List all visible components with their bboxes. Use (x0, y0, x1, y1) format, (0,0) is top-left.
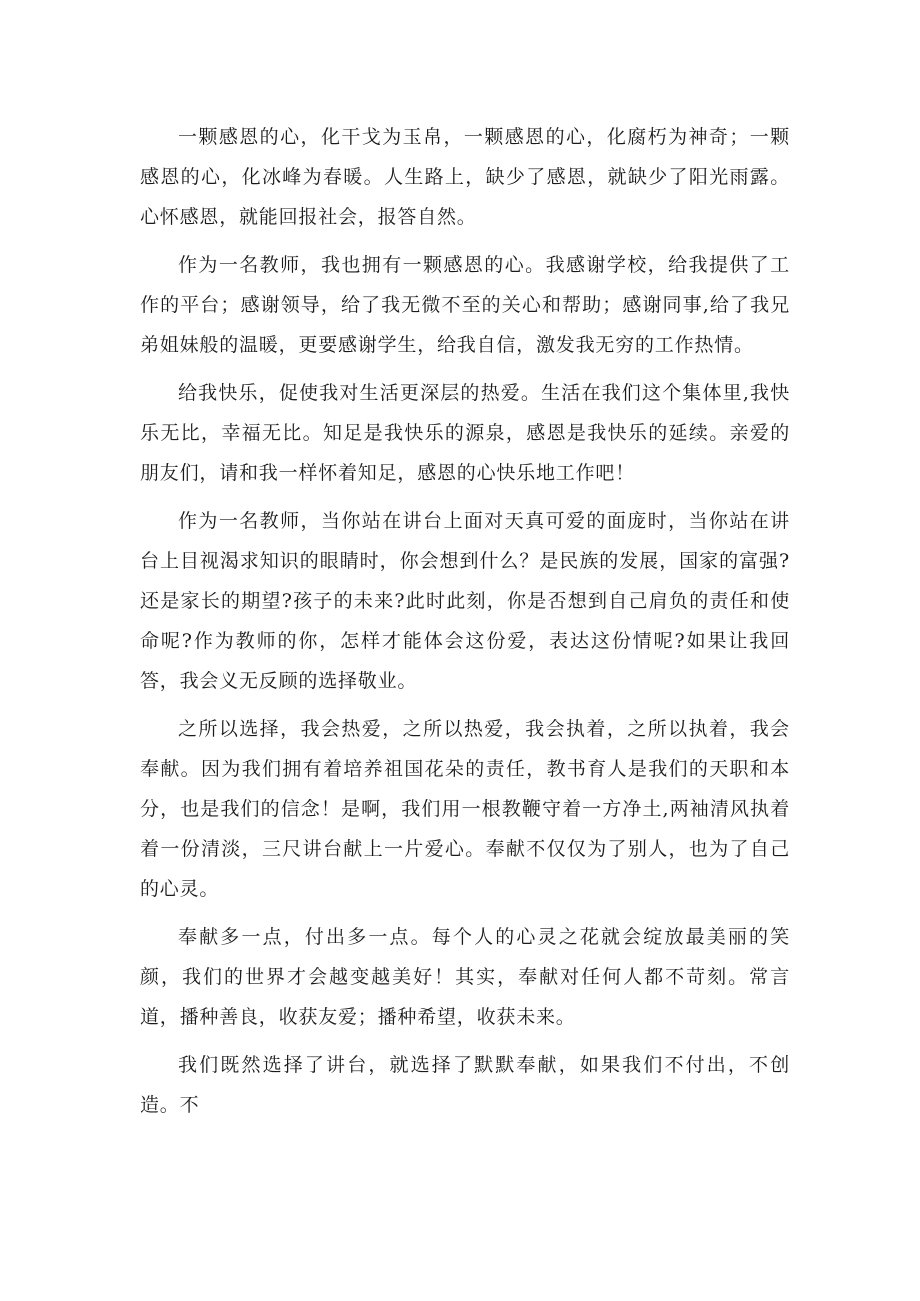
paragraph-teacher-reflection: 作为一名教师，当你站在讲台上面对天真可爱的面庞时，当你站在讲台上目视渴求知识的眼睛时，你会想到什么？是民族的发展，国家的富强?还是家长的期望?孩子的未来?此时此刻，你是否想到自己肩负的责任和使命呢?作为教师的你，怎样才能体会这份爱，表达这份情呢?如果让我回答，我会义无反顾的选择敬业。 (140, 510, 790, 692)
paragraph-happiness: 给我快乐，促使我对生活更深层的热爱。生活在我们这个集体里,我快乐无比，幸福无比。知足是我快乐的源泉，感恩是我快乐的延续。亲爱的朋友们，请和我一样怀着知足，感恩的心快乐地工作吧！ (140, 382, 790, 484)
paragraph-give-more: 奉献多一点，付出多一点。每个人的心灵之花就会绽放最美丽的笑颜，我们的世界才会越变越美好！其实，奉献对任何人都不苛刻。常言道，播种善良，收获友爱；播种希望，收获未来。 (140, 926, 790, 1028)
paragraph-chose-podium: 我们既然选择了讲台，就选择了默默奉献，如果我们不付出，不创造。不 (140, 1054, 790, 1116)
paragraph-gratitude-heart: 一颗感恩的心，化干戈为玉帛，一颗感恩的心，化腐朽为神奇；一颗感恩的心，化冰峰为春暖。人生路上，缺少了感恩，就缺少了阳光雨露。心怀感恩，就能回报社会，报答自然。 (140, 126, 790, 228)
paragraph-dedication: 之所以选择，我会热爱，之所以热爱，我会执着，之所以执着，我会奉献。因为我们拥有着培养祖国花朵的责任，教书育人是我们的天职和本分，也是我们的信念！是啊，我们用一根教鞭守着一方净土,两袖清风执着着一份清淡，三尺讲台献上一片爱心。奉献不仅仅为了别人，也为了自己的心灵。 (140, 718, 790, 900)
paragraph-teacher-gratitude: 作为一名教师，我也拥有一颗感恩的心。我感谢学校，给我提供了工作的平台；感谢领导，给了我无微不至的关心和帮助；感谢同事,给了我兄弟姐妹般的温暖，更要感谢学生，给我自信，激发我无穷的工作热情。 (140, 254, 790, 356)
document-body (140, 117, 790, 1133)
